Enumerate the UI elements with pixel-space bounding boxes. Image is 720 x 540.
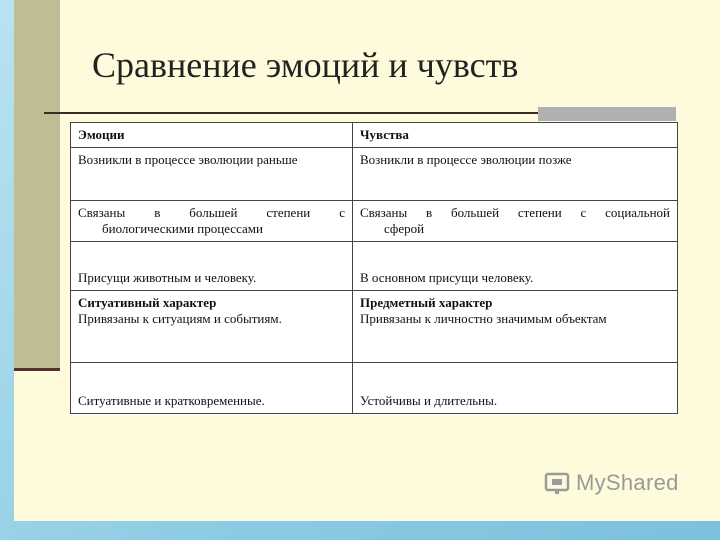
cell-emotions-bearers: Присущи животным и человеку. — [71, 242, 353, 291]
cell-text: Привязаны к ситуациям и событиям. — [78, 311, 282, 326]
slide-title: Сравнение эмоций и чувств — [92, 45, 519, 85]
cell-text: Привязаны к личностно значимым объектам — [360, 311, 607, 326]
table-header-row — [71, 123, 678, 148]
myshared-watermark — [544, 466, 684, 500]
table-row — [71, 363, 678, 414]
myshared-logo-icon — [544, 470, 570, 496]
left-accent-bar — [14, 0, 60, 370]
title-divider — [44, 112, 538, 114]
cell-text: биологическими процессами — [102, 221, 263, 236]
cell-heading: Предметный характер — [360, 295, 493, 310]
cell-feelings-character — [353, 291, 678, 363]
table-row — [71, 291, 678, 363]
table-row — [71, 148, 678, 201]
cell-emotions-origin: Возникли в процессе эволюции раньше — [71, 148, 353, 201]
cell-emotions-character — [71, 291, 353, 363]
cell-feelings-link — [353, 201, 678, 242]
left-accent-bar-cap — [14, 368, 60, 371]
cell-text: Связаны в большей степени с — [78, 205, 345, 220]
cell-feelings-origin: Возникли в процессе эволюции позже — [353, 148, 678, 201]
cell-text: сферой — [384, 221, 425, 236]
table-row — [71, 201, 678, 242]
cell-feelings-bearers: В основном присущи человеку. — [353, 242, 678, 291]
header-emotions: Эмоции — [71, 123, 353, 148]
cell-emotions-duration: Ситуативные и кратковременные. — [71, 363, 353, 414]
cell-feelings-duration: Устойчивы и длительны. — [353, 363, 678, 414]
header-feelings: Чувства — [353, 123, 678, 148]
table-row — [71, 242, 678, 291]
cell-heading: Ситуативный характер — [78, 295, 217, 310]
watermark-text: MyShared — [576, 470, 679, 495]
cell-emotions-link — [71, 201, 353, 242]
comparison-table — [70, 122, 677, 415]
title-accent-block — [538, 107, 676, 121]
cell-text: Связаны в большей степени с социальной — [360, 205, 670, 220]
